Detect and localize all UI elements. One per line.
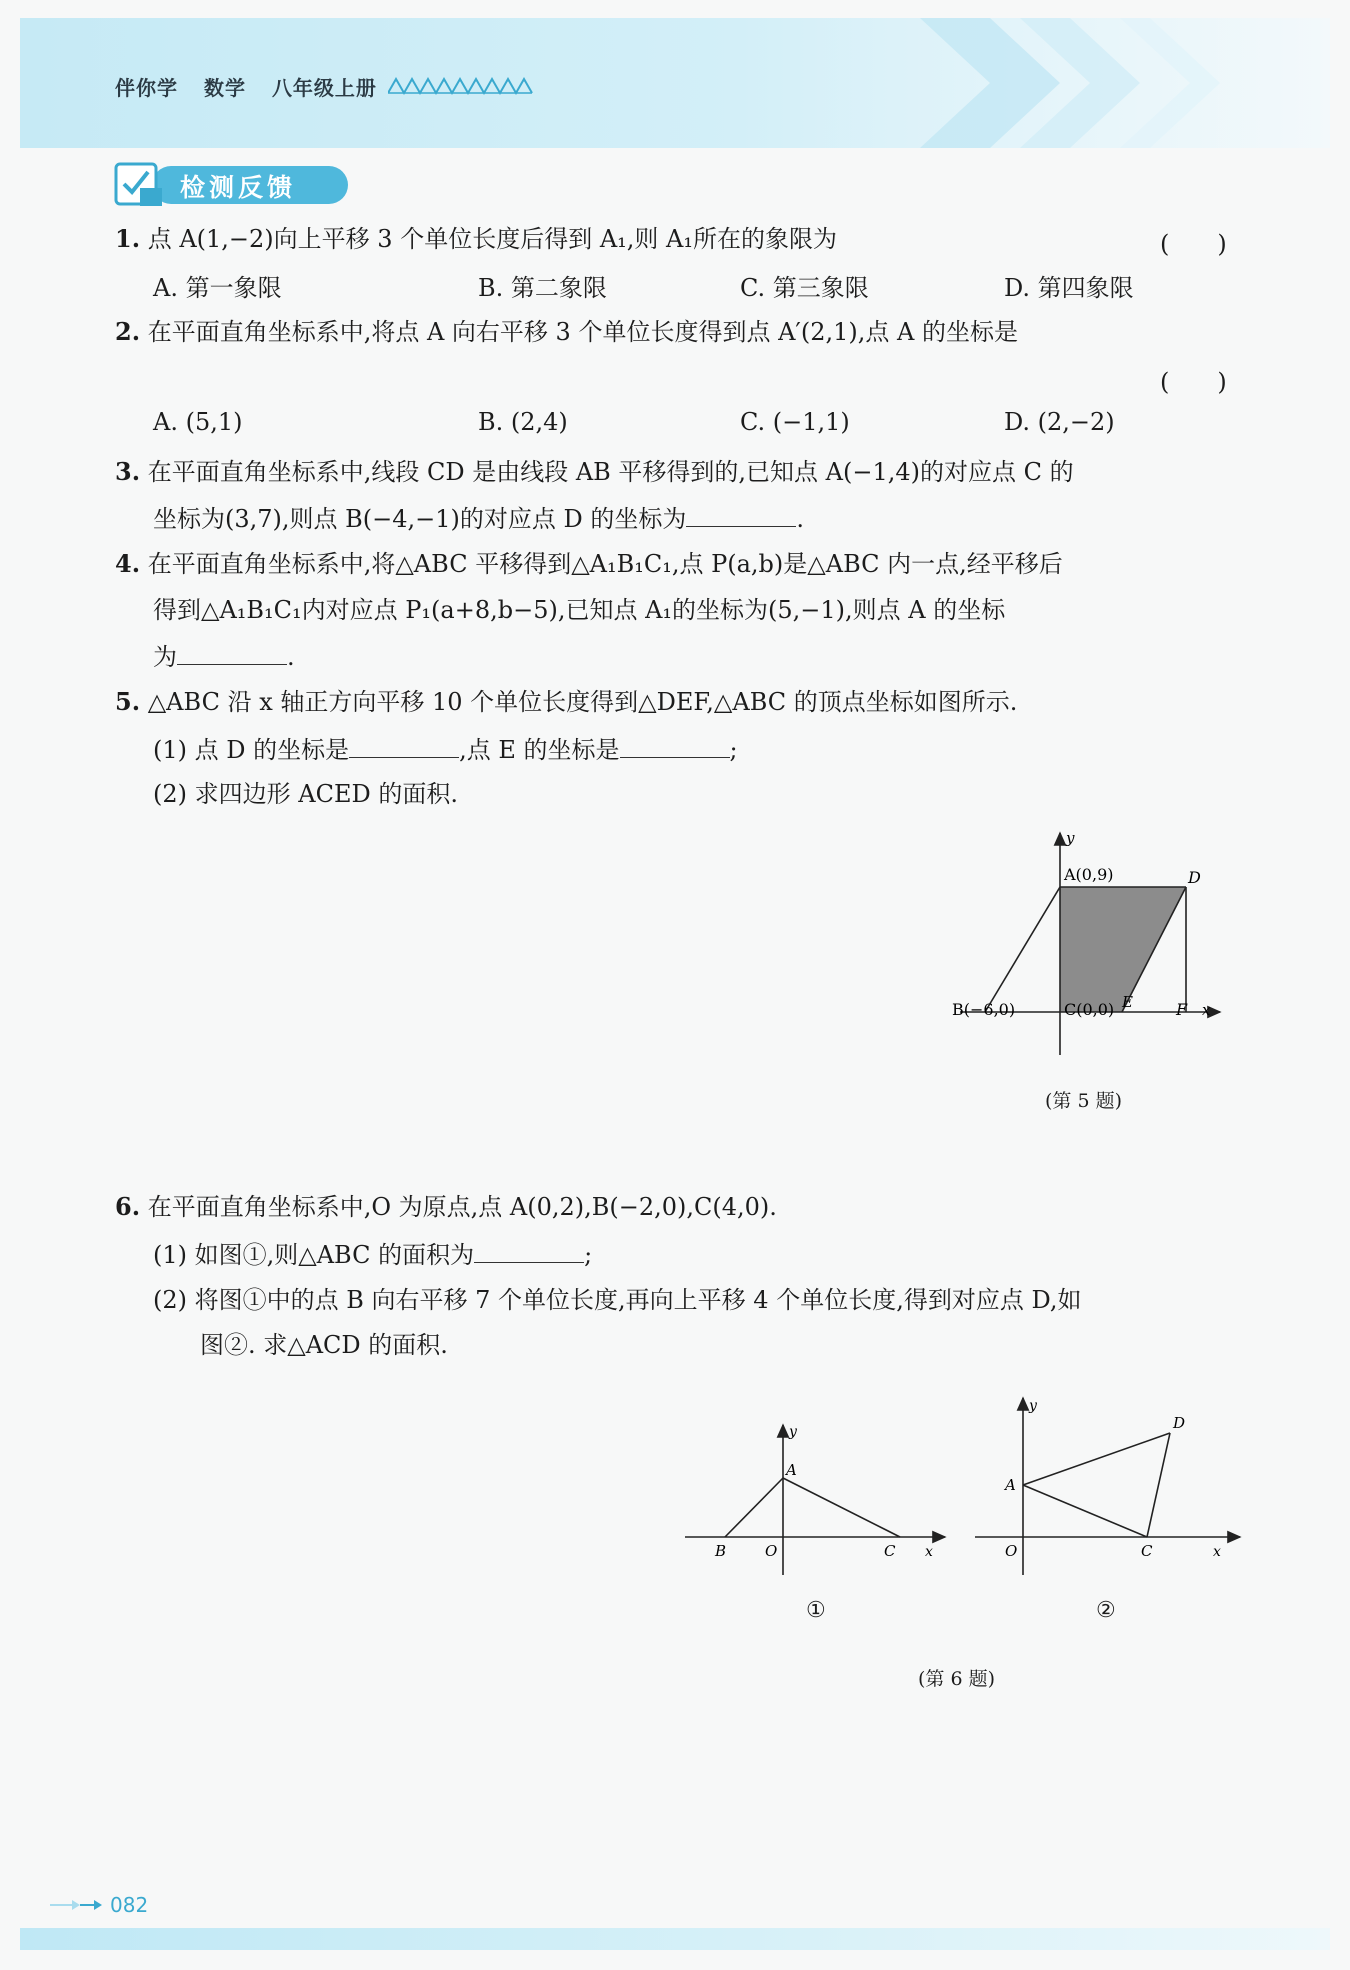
label-b: B(−6,0) bbox=[952, 1000, 1016, 1019]
question-1 bbox=[115, 222, 837, 256]
answer-blank[interactable] bbox=[686, 500, 796, 527]
footer-band bbox=[20, 1928, 1330, 1950]
label-y: y bbox=[789, 1424, 797, 1440]
question-text: 点 A(1,−2)向上平移 3 个单位长度后得到 A₁,则 A₁所在的象限为 bbox=[147, 225, 837, 253]
answer-blank-d[interactable] bbox=[349, 731, 459, 758]
label-c: C bbox=[884, 1542, 896, 1560]
question-number: 4. bbox=[115, 549, 141, 578]
sub1-text-b: ,点 E 的坐标是 bbox=[459, 736, 620, 764]
page-number-arrow-icon bbox=[50, 1898, 108, 1912]
segment-ac bbox=[783, 1478, 900, 1537]
semicolon: ; bbox=[729, 736, 738, 764]
segment-ab bbox=[725, 1478, 783, 1537]
period: . bbox=[287, 643, 295, 671]
label-c: C(0,0) bbox=[1064, 1000, 1115, 1019]
header-grade: 八年级上册 bbox=[271, 76, 377, 100]
label-b: B bbox=[715, 1542, 727, 1560]
question-number: 3. bbox=[115, 457, 141, 486]
question-text-line3: 为 bbox=[153, 643, 177, 671]
option-c: C. (−1,1) bbox=[740, 408, 850, 436]
label-x: x bbox=[925, 1544, 933, 1560]
header-series: 伴你学 bbox=[115, 76, 178, 100]
label-a: A(0,9) bbox=[1064, 865, 1114, 884]
option-b: B. 第二象限 bbox=[478, 274, 607, 302]
question-number: 2. bbox=[115, 317, 141, 346]
page-number: 082 bbox=[110, 1893, 149, 1917]
section-title: 检测反馈 bbox=[180, 173, 297, 202]
answer-blank[interactable] bbox=[474, 1236, 584, 1263]
figure-6-1-label: ① bbox=[806, 1598, 826, 1623]
header-title bbox=[115, 72, 395, 101]
question-3-line2 bbox=[153, 500, 804, 536]
answer-blank-e[interactable] bbox=[620, 731, 730, 758]
label-y: y bbox=[1029, 1398, 1037, 1414]
question-number: 6. bbox=[115, 1192, 141, 1221]
question-3 bbox=[115, 455, 1074, 489]
figure-5-caption: (第 5 题) bbox=[1045, 1090, 1122, 1112]
question-2 bbox=[115, 315, 1018, 349]
figure-6-1 bbox=[680, 1415, 950, 1580]
figure-6-caption: (第 6 题) bbox=[918, 1668, 995, 1690]
question-4-line2: 得到△A₁B₁C₁内对应点 P₁(a+8,b−5),已知点 A₁的坐标为(5,−1),则点 A 的坐标 bbox=[153, 596, 1006, 624]
sub1-text: (1) 如图①,则△ABC 的面积为 bbox=[153, 1241, 475, 1269]
question-text: 在平面直角坐标系中,将点 A 向右平移 3 个单位长度得到点 A′(2,1),点 A 的坐标是 bbox=[147, 318, 1018, 346]
question-4-line3 bbox=[153, 638, 295, 674]
option-c: C. 第三象限 bbox=[740, 274, 869, 302]
figure-6-2 bbox=[965, 1390, 1245, 1580]
zigzag-decoration bbox=[388, 77, 533, 95]
label-e: E bbox=[1122, 993, 1133, 1011]
question-4 bbox=[115, 547, 1063, 581]
segment-ab bbox=[985, 887, 1060, 1012]
question-6 bbox=[115, 1190, 777, 1224]
label-o: O bbox=[765, 1542, 778, 1560]
option-d: D. 第四象限 bbox=[1004, 274, 1134, 302]
sub1-text-a: (1) 点 D 的坐标是 bbox=[153, 736, 350, 764]
label-a: A bbox=[786, 1461, 797, 1479]
label-f: F bbox=[1176, 1000, 1188, 1019]
figure-5 bbox=[940, 825, 1230, 1065]
segment-ad bbox=[1023, 1433, 1170, 1485]
segment-dc bbox=[1147, 1433, 1170, 1537]
question-6-sub2-line1: (2) 将图①中的点 B 向右平移 7 个单位长度,再向上平移 4 个单位长度,得到对应点 D,如 bbox=[153, 1286, 1082, 1314]
option-d: D. (2,−2) bbox=[1004, 408, 1115, 436]
question-text-line1: 在平面直角坐标系中,将△ABC 平移得到△A₁B₁C₁,点 P(a,b)是△ABC 内一点,经平移后 bbox=[147, 550, 1063, 578]
label-x: x bbox=[1202, 1001, 1211, 1019]
label-d: D bbox=[1173, 1414, 1186, 1432]
semicolon: ; bbox=[584, 1241, 593, 1269]
question-6-sub1 bbox=[153, 1236, 592, 1272]
question-number: 1. bbox=[115, 224, 141, 253]
header-subject: 数学 bbox=[203, 76, 246, 100]
answer-paren: ( ) bbox=[1160, 368, 1227, 396]
label-x: x bbox=[1213, 1544, 1221, 1560]
question-6-sub2-line2: 图②. 求△ACD 的面积. bbox=[200, 1331, 448, 1359]
question-text-line1: 在平面直角坐标系中,线段 CD 是由线段 AB 平移得到的,已知点 A(−1,4)的对应点 C 的 bbox=[147, 458, 1074, 486]
period: . bbox=[796, 505, 805, 533]
answer-blank[interactable] bbox=[177, 638, 287, 665]
label-o: O bbox=[1005, 1542, 1018, 1560]
label-d: D bbox=[1188, 868, 1201, 887]
question-5-sub1 bbox=[153, 731, 738, 767]
question-text: △ABC 沿 x 轴正方向平移 10 个单位长度得到△DEF,△ABC 的顶点坐标如图所示. bbox=[147, 688, 1018, 716]
label-a: A bbox=[1005, 1476, 1016, 1494]
label-c: C bbox=[1141, 1542, 1153, 1560]
question-number: 5. bbox=[115, 687, 141, 716]
option-b: B. (2,4) bbox=[478, 408, 568, 436]
question-text-line2: 坐标为(3,7),则点 B(−4,−1)的对应点 D 的坐标为 bbox=[153, 505, 687, 533]
question-text: 在平面直角坐标系中,O 为原点,点 A(0,2),B(−2,0),C(4,0). bbox=[147, 1193, 777, 1221]
answer-paren: ( ) bbox=[1160, 230, 1227, 258]
figure-6-2-label: ② bbox=[1096, 1598, 1116, 1623]
question-5 bbox=[115, 685, 1017, 719]
option-a: A. 第一象限 bbox=[153, 274, 282, 302]
label-y: y bbox=[1066, 829, 1075, 847]
segment-ac bbox=[1023, 1485, 1147, 1537]
question-5-sub2: (2) 求四边形 ACED 的面积. bbox=[153, 780, 458, 808]
option-a: A. (5,1) bbox=[153, 408, 243, 436]
